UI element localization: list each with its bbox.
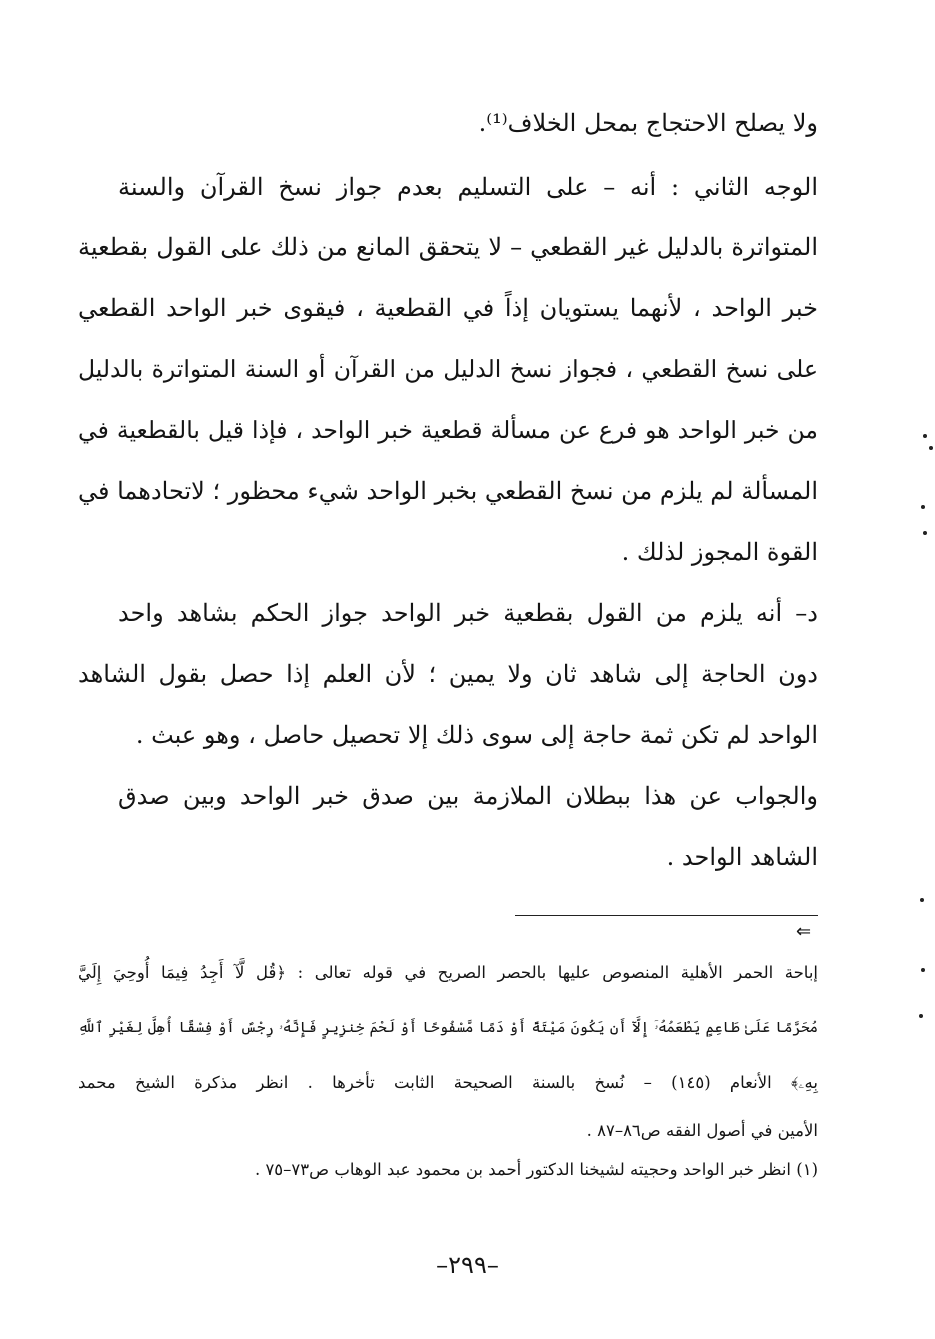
body-line: والجواب عن هذا ببطلان الملازمة بين صدق خبر الواحد وبين صدق bbox=[118, 782, 818, 810]
scan-speck bbox=[923, 531, 927, 535]
footnotes bbox=[78, 0, 818, 1200]
footnote-line: إباحة الحمر الأهلية المنصوص عليها بالحصر الصريح في قوله تعالى : ﴿قُل لَّآ أَجِدُ فِيمَا أُوحِيَ إِلَيَّ bbox=[78, 963, 818, 982]
body-line: دون الحاجة إلى شاهد ثان ولا يمين ؛ لأن العلم إذا حصل بقول الشاهد bbox=[78, 660, 818, 688]
body-line: الوجه الثاني : أنه – على التسليم بعدم جواز نسخ القرآن والسنة bbox=[118, 173, 818, 201]
body-line: على نسخ القطعي ، فجواز نسخ الدليل من القرآن أو السنة المتواترة بالدليل bbox=[78, 355, 818, 383]
body-line: المتواترة بالدليل غير القطعي – لا يتحقق المانع من ذلك على القول بقطعية bbox=[78, 233, 818, 261]
scan-speck bbox=[920, 898, 924, 902]
scan-speck bbox=[919, 1014, 923, 1018]
footnote-line: بِهِۦ﴾ الأنعام (١٤٥) – نُسخ بالسنة الصحيحة الثابت تأخرها . انظر مذكرة الشيخ محمد bbox=[78, 1073, 818, 1092]
footnote-continuation-arrow: ⇐ bbox=[796, 921, 812, 942]
body-line: ولا يصلح الاحتجاج بمحل الخلاف⁽¹⁾. bbox=[478, 109, 818, 137]
footnote-line: مُحَرَّمًا عَلَىٰ طَاعِمٍ يَطْعَمُهُۥٓ إِلَّآ أَن يَكُونَ مَيْتَةً أَوْ دَمًا مَّسْفُوحًا أَوْ لَحْمَ خِنزِيرٍ فَإِنَّهُۥ رِجْسٌ أَوْ فِسْقًا أُهِلَّ لِغَيْرِ ٱللَّهِ bbox=[78, 1020, 818, 1036]
body-line: من خبر الواحد هو فرع عن مسألة قطعية خبر الواحد ، فإذا قيل بالقطعية في bbox=[78, 416, 818, 444]
body-line: الشاهد الواحد . bbox=[666, 843, 818, 871]
scan-speck bbox=[921, 968, 925, 972]
footnote-line: الأمين في أصول الفقه ص٨٦–٨٧ . bbox=[586, 1121, 818, 1140]
scan-speck bbox=[929, 446, 933, 450]
body-line: د– أنه يلزم من القول بقطعية خبر الواحد جواز الحكم بشاهد واحد bbox=[118, 599, 818, 627]
body-line: الواحد لم تكن ثمة حاجة إلى سوى ذلك إلا تحصيل حاصل ، وهو عبث . bbox=[135, 721, 818, 749]
body-line: خبر الواحد ، لأنهما يستويان إذاً في القطعية ، فيقوى خبر الواحد القطعي bbox=[78, 294, 818, 322]
footnote-line: (١) انظر خبر الواحد وحجيته لشيخنا الدكتور أحمد بن محمود عبد الوهاب ص٧٣–٧٥ . bbox=[254, 1160, 818, 1179]
body-line: المسألة لم يلزم من نسخ القطعي بخبر الواحد شيء محظور ؛ لاتحادهما في bbox=[78, 477, 818, 505]
scan-speck bbox=[921, 505, 925, 509]
scan-speck bbox=[923, 434, 927, 438]
body-line: القوة المجوز لذلك . bbox=[621, 538, 818, 566]
page-number: –٢٩٩– bbox=[436, 1251, 499, 1279]
